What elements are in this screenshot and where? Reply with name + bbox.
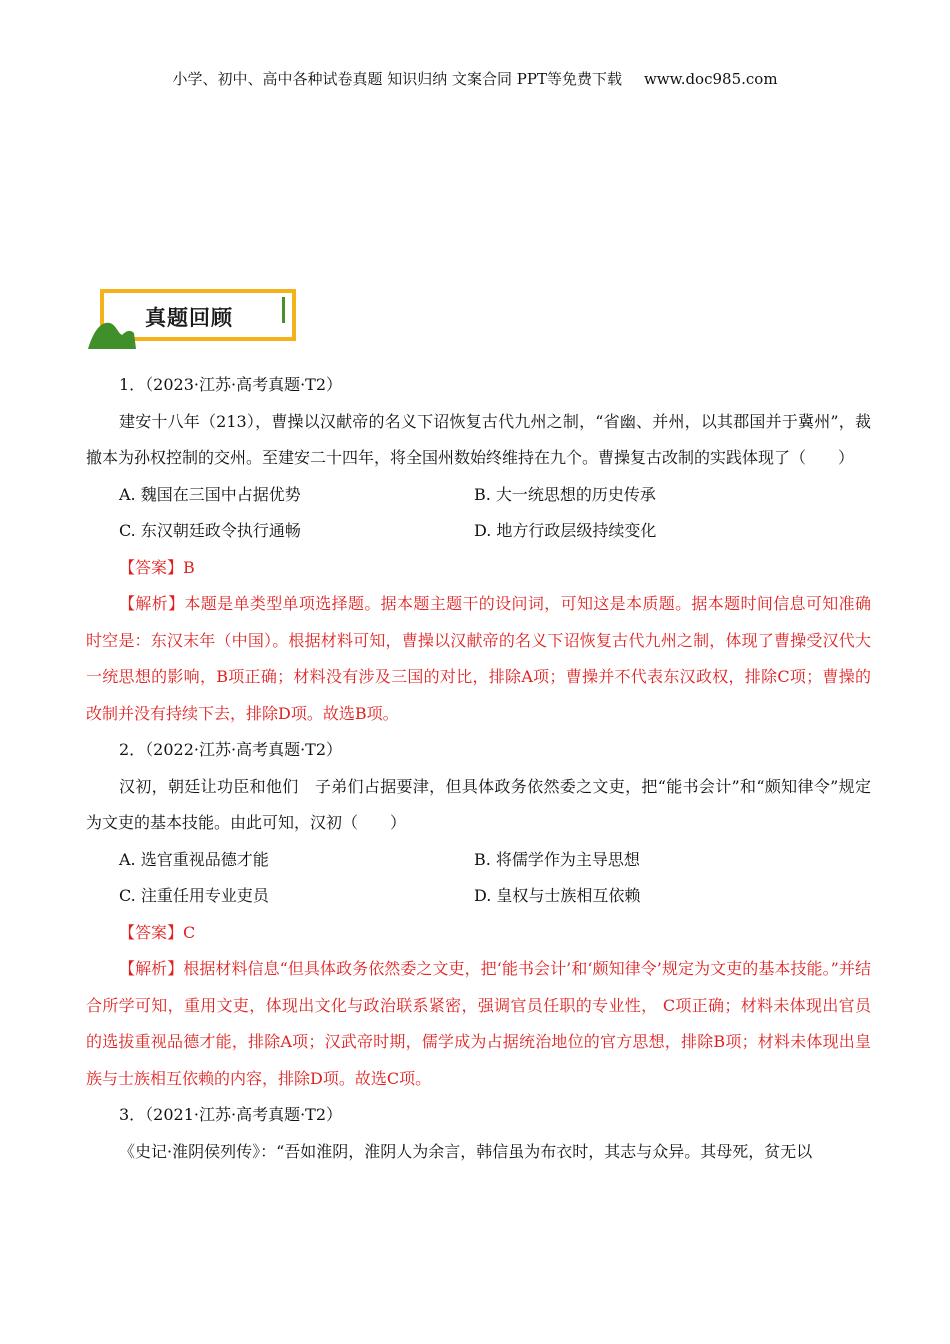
analysis-text: 根据材料信息“但具体政务依然委之文吏，把‘能书会计’和‘颇知律令’规定为文吏的基本技能。”并结合所学可知，重用文吏，体现出文化与政治联系紧密，强调官员任职的专业性， C项正确；材料未体现出官员的选拔重视品德才能，排除A项；汉武帝时期，儒学成为占据统治地位的官方思想，排除B项；材料未体现出皇族与士族相互依赖的内容，排除D项。故选C项。 [86, 959, 871, 1088]
banner-title: 真题回顾 [145, 306, 233, 330]
question-1-option-d: D. 地方行政层级持续变化 [474, 521, 657, 540]
page-header [0, 68, 950, 89]
answer-value: B [183, 557, 195, 577]
answer-tag: 【答案】 [119, 557, 184, 577]
question-2-option-b: B. 将儒学作为主导思想 [474, 849, 640, 869]
question-3-head: 3．（2021·江苏·高考真题·T2） [119, 1105, 343, 1124]
question-content [86, 367, 871, 1170]
analysis-tag: 【解析】 [119, 959, 184, 978]
analysis-text: 本题是单类型单项选择题。据本题主题干的设问词，可知这是本质题。据本题时间信息可知准确时空是：东汉末年（中国）。根据材料可知，曹操以汉献帝的名义下诏恢复古代九州之制，体现了曹操受汉代大一统思想的影响，B项正确；材料没有涉及三国的对比，排除A项；曹操并不代表东汉政权，排除C项；曹操的改制并没有持续下去，排除D项。故选B项。 [86, 594, 871, 723]
question-2-head: 2．（2022·江苏·高考真题·T2） [119, 740, 343, 759]
answer-value: C [183, 922, 196, 942]
question-2-option-d: D. 皇权与士族相互依赖 [474, 886, 641, 905]
question-1-analysis [86, 586, 871, 732]
header-text: 小学、初中、高中各种试卷真题 知识归纳 文案合同 PPT等免费下载 [172, 70, 622, 88]
question-1-option-a: A. 魏国在三国中占据优势 [119, 484, 301, 504]
question-1-option-b: B. 大一统思想的历史传承 [474, 484, 656, 504]
question-2-options [86, 842, 871, 915]
answer-tag: 【答案】 [119, 922, 184, 942]
question-2-option-a: A. 选官重视品德才能 [119, 849, 269, 869]
question-2-stem: 汉初，朝廷让功臣和他们 子弟们占据要津，但具体政务依然委之文吏，把“能书会计”和“颇知律令”规定为文吏的基本技能。由此可知，汉初（ ） [86, 776, 871, 832]
header-site-link[interactable]: www.doc985.com [643, 70, 778, 88]
section-banner [88, 285, 303, 355]
question-1-options [86, 477, 871, 550]
question-2-option-c: C. 注重任用专业吏员 [119, 886, 269, 905]
hill-icon [88, 311, 138, 351]
question-2-answer [86, 915, 871, 952]
question-1-head: 1．（2023·江苏·高考真题·T2） [119, 375, 343, 394]
question-1-option-c: C. 东汉朝廷政令执行通畅 [119, 521, 301, 540]
question-2-analysis [86, 951, 871, 1097]
analysis-tag: 【解析】 [119, 594, 185, 613]
question-3-stem: 《史记·淮阴侯列传》：“吾如淮阴，淮阴人为余言，韩信虽为布衣时，其志与众异。其母死，贫无以 [119, 1141, 813, 1161]
question-1-answer [86, 550, 871, 587]
question-1-stem: 建安十八年（213），曹操以汉献帝的名义下诏恢复古代九州之制，“省幽、并州，以其郡国并于冀州”，裁撤本为孙权控制的交州。至建安二十四年，将全国州数始终维持在九个。曹操复古改制的实践体现了（ ） [86, 411, 871, 467]
banner-accent-bar [282, 297, 285, 323]
